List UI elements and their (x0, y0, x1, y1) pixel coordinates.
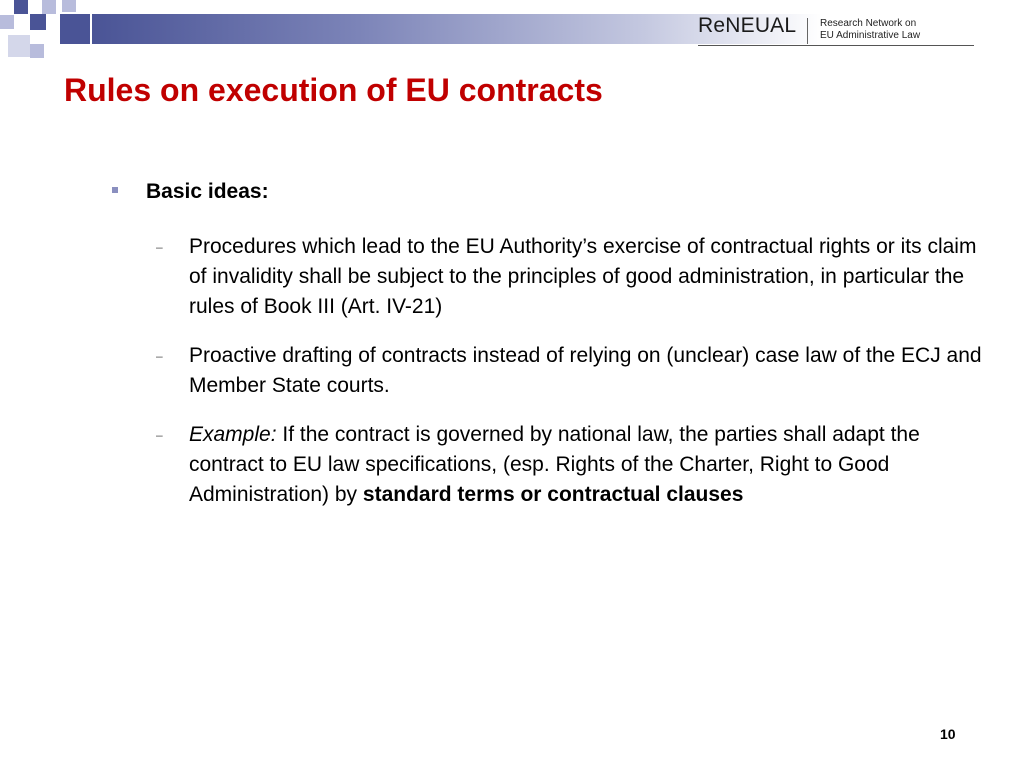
decor-square (30, 14, 46, 30)
dash-bullet-icon: – (156, 240, 163, 254)
sub-bullet-2 (156, 341, 996, 401)
sub-bullet-3 (156, 420, 996, 510)
logo-subtitle-line-2: EU Administrative Law (820, 30, 921, 41)
sub-bullet-text: Procedures which lead to the EU Authority’s exercise of contractual rights or its claim of invalidity shall be subject to the principles of good administration, in particular the rules of Book III (Art. IV-21) (189, 235, 977, 318)
page-number: 10 (940, 726, 956, 742)
decor-square (8, 35, 30, 57)
decor-square (14, 0, 28, 14)
logo-name: ReNEUAL (698, 14, 797, 37)
sub-bullet-text (189, 420, 996, 510)
sub-bullet-1 (156, 232, 996, 322)
decor-square (0, 15, 14, 29)
example-bold-text: standard terms or contractual clauses (362, 483, 744, 506)
square-bullet-icon (112, 187, 118, 193)
example-text: If the contract is governed by national law, the parties shall adapt the contract to EU law specifications, (esp. Rights of the Charter, Right to Good Administration) by (189, 423, 920, 506)
example-label: Example: (189, 423, 277, 446)
sub-bullet-text: Proactive drafting of contracts instead of relying on (unclear) case law of the ECJ and Member State courts. (189, 344, 982, 397)
logo-subtitle-line-1: Research Network on (820, 18, 917, 29)
dash-bullet-icon: – (156, 428, 163, 442)
decor-square (30, 44, 44, 58)
logo-divider (807, 18, 808, 44)
decor-square (60, 14, 90, 44)
bullet-text: Basic ideas: (146, 180, 269, 203)
logo-underline (698, 45, 974, 46)
decor-square (42, 0, 56, 14)
decor-square (62, 0, 76, 12)
slide-title: Rules on execution of EU contracts (64, 72, 603, 108)
dash-bullet-icon: – (156, 349, 163, 363)
